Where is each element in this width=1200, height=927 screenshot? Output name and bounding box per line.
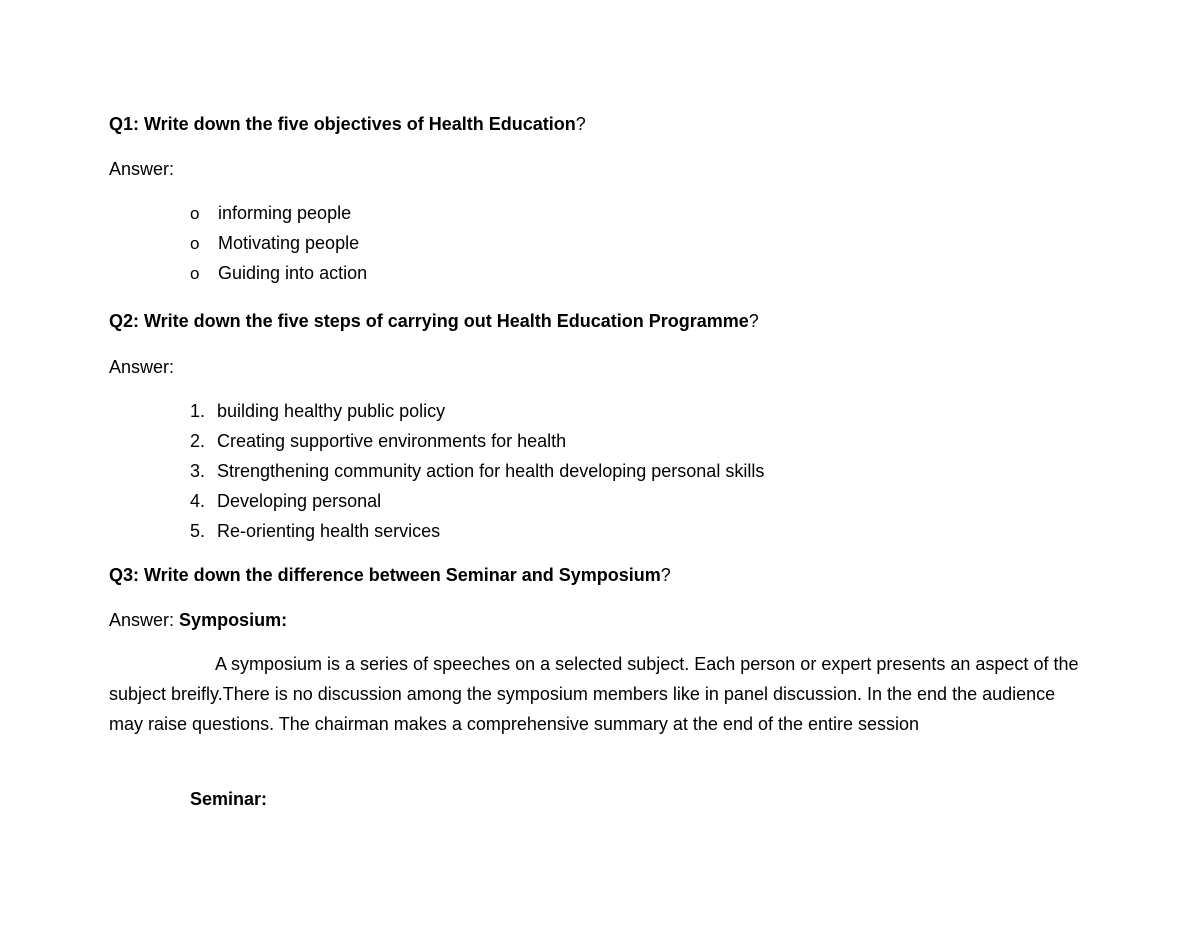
list-item-text: informing people (218, 203, 352, 223)
objectives-list (190, 202, 367, 292)
list-item-text: Developing personal (217, 491, 382, 511)
seminar-heading: Seminar: (190, 789, 268, 809)
question-2 (109, 310, 759, 332)
list-item (190, 202, 367, 232)
list-item (190, 430, 764, 460)
symposium-paragraph (109, 649, 1089, 739)
answer-3-label: Answer: (109, 610, 175, 630)
list-item (190, 460, 764, 490)
question-1-mark: ? (575, 114, 586, 134)
answer-2-label: Answer: (109, 357, 175, 377)
list-item (190, 232, 367, 262)
list-number: 2. (190, 431, 206, 451)
question-1 (109, 113, 586, 135)
list-item-text: building healthy public policy (217, 401, 446, 421)
question-2-mark: ? (748, 311, 759, 331)
symposium-text: A symposium is a series of speeches on a selected subject. Each person or expert presents an aspect of the subject breifly.There is no discussion among the symposium members like in panel discussion. In the end the audience may raise questions. The chairman makes a comprehensive summary at the end of the entire session (109, 654, 1079, 734)
list-item-text: Strengthening community action for health developing personal skills (217, 461, 765, 481)
answer-3-line (109, 609, 287, 631)
question-1-text: Q1: Write down the five objectives of Health Education (109, 114, 576, 134)
list-item (190, 520, 764, 550)
bullet-marker: o (190, 264, 200, 283)
question-2-text: Q2: Write down the five steps of carrying out Health Education Programme (109, 311, 749, 331)
question-3-text: Q3: Write down the difference between Seminar and Symposium (109, 565, 661, 585)
list-item-text: Creating supportive environments for health (217, 431, 567, 451)
list-item-text: Motivating people (218, 233, 360, 253)
list-item-text: Guiding into action (218, 263, 368, 283)
list-item (190, 490, 764, 520)
symposium-heading: Symposium: (179, 610, 288, 630)
list-number: 4. (190, 491, 206, 511)
list-number: 5. (190, 521, 206, 541)
list-item (190, 262, 367, 292)
list-number: 1. (190, 401, 206, 421)
answer-1-label: Answer: (109, 159, 175, 179)
list-item (190, 400, 764, 430)
question-3-mark: ? (660, 565, 671, 585)
bullet-marker: o (190, 204, 200, 223)
list-item-text: Re-orienting health services (217, 521, 441, 541)
steps-list (190, 400, 764, 550)
bullet-marker: o (190, 234, 200, 253)
question-3 (109, 564, 671, 586)
list-number: 3. (190, 461, 206, 481)
